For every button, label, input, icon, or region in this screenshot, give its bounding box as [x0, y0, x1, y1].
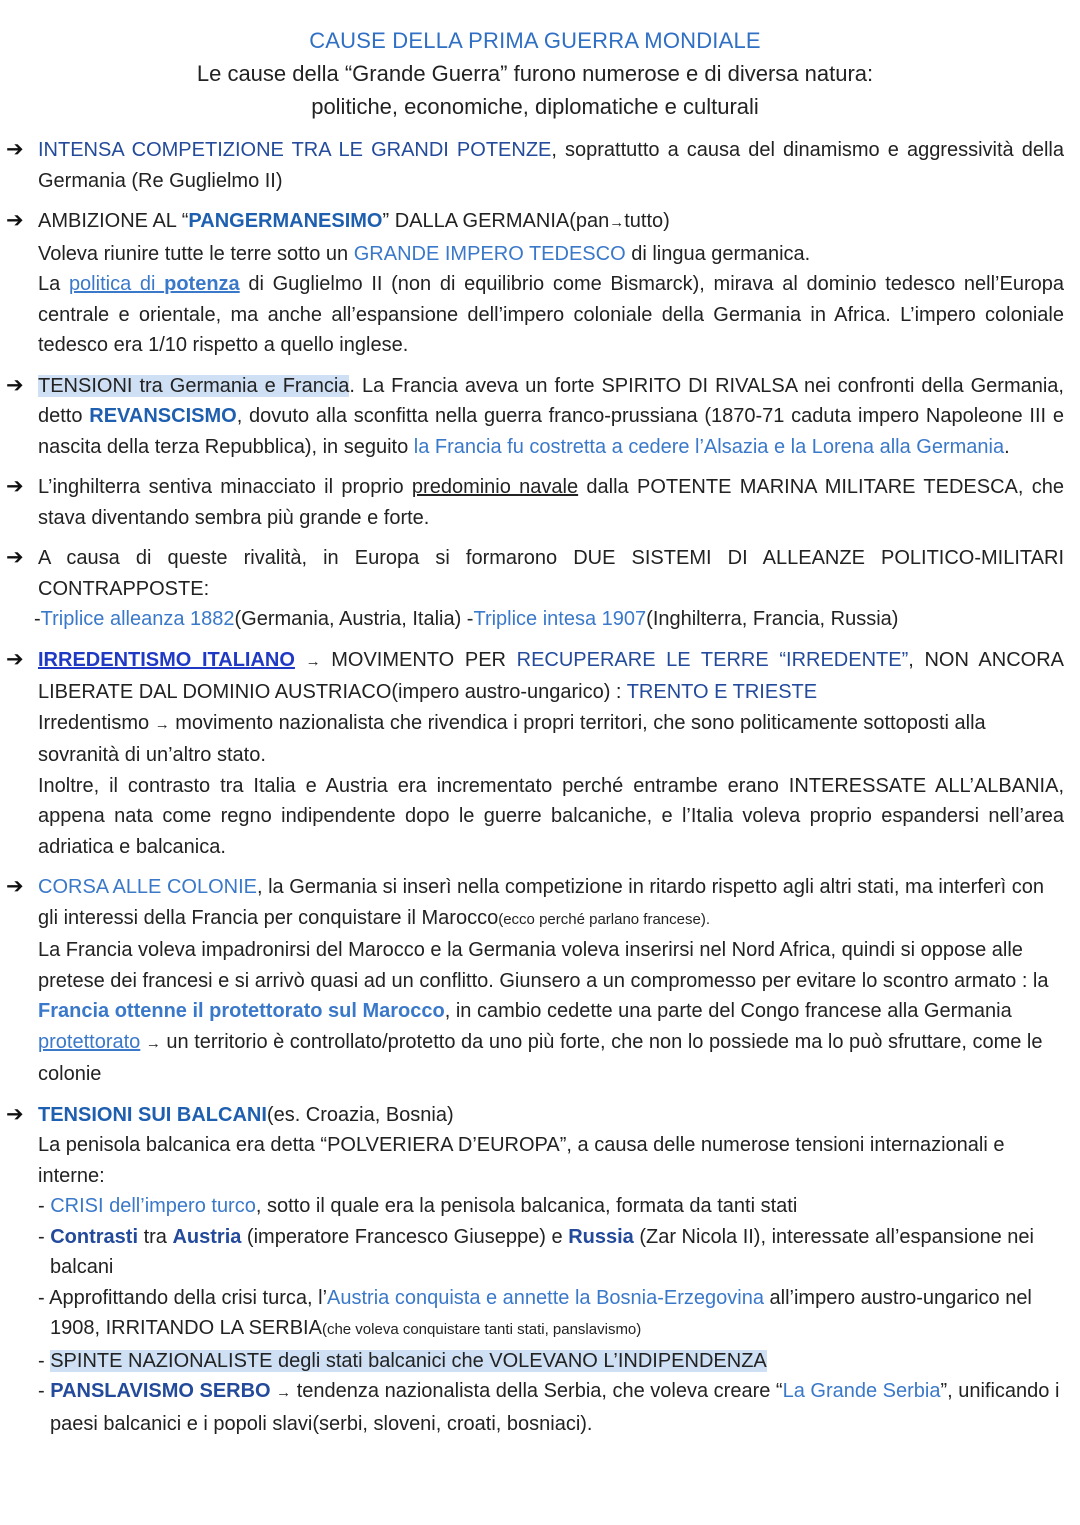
franco-prussian-text: , dovuto alla sconfitta nella guerra franco-prussiana (1870-71 caduta impero Napoleone III e nascita della terza Repubblica), in seguito	[38, 405, 1064, 458]
balkans-point-panslavism	[38, 1376, 1064, 1439]
irredentism-explanation	[38, 708, 1064, 771]
nationalist-drives: SPINTE NAZIONALISTE degli stati balcanici che VOLEVANO L’INDIPENDENZA	[50, 1349, 767, 1372]
between: tra	[138, 1225, 173, 1248]
tsar-text: (Zar Nicola II), interessate all’espansione nei balcani	[50, 1225, 1034, 1278]
power-text-d: di Guglielmo II (non di equilibrio come Bismarck), mirava al dominio tedesco nell’Europa centrale e orientale, ma anche all’espansione dell’impero coloniale della Germania in Africa. L’impero coloniale tedesco era 1/10 rispetto a quello inglese.	[38, 273, 1064, 356]
tensions-highlight: TENSIONI tra Germania e Francia	[38, 374, 350, 397]
section-competition	[6, 135, 1064, 196]
naval-dominance: predominio navale	[411, 476, 579, 498]
protectorate-definition	[38, 1027, 1064, 1090]
great-serbia: La Grande Serbia	[782, 1380, 941, 1402]
balkans-point-nationalism	[38, 1346, 1064, 1377]
dash: -	[38, 1380, 51, 1402]
small-arrow-icon: →	[276, 1384, 292, 1401]
period: .	[1004, 435, 1010, 458]
bosnia-annexation: Austria conquista e annette la Bosnia-Erzegovina	[327, 1286, 764, 1309]
turkish-crisis-text: , sotto il quale era la penisola balcanica, formata da tanti stati	[255, 1195, 798, 1217]
small-arrow-icon: →	[609, 214, 625, 231]
power-politics-link: politica di	[68, 273, 165, 295]
pangermanism-line	[38, 206, 1064, 239]
bullet-arrow-icon: ➔	[6, 475, 24, 498]
irredentism-word: Irredentismo	[38, 711, 155, 734]
bosnia-text-a: - Approfittando della crisi turca, l’	[38, 1286, 328, 1309]
panslavism-text: tendenza nazionalista della Serbia, che voleva creare “	[291, 1380, 783, 1402]
emperor-text: (imperatore Francesco Giuseppe) e	[241, 1225, 569, 1248]
austria: Austria	[172, 1225, 242, 1248]
protectorate-term: protettorato	[38, 1030, 141, 1053]
power-text-a: La	[38, 273, 69, 295]
colonies-text: , la Germania si inserì nella competizione in ritardo rispetto agli altri stati, ma interferì con gli interessi della Francia per conquistare il Marocco	[38, 876, 1044, 929]
triple-entente: Triplice intesa 1907	[473, 608, 647, 630]
bullet-arrow-icon: ➔	[6, 875, 24, 898]
small-arrow-icon: →	[305, 652, 321, 670]
subtitle-line-2: politiche, economiche, diplomatiche e culturali	[311, 94, 759, 119]
bosnia-note: (che voleva conquistare tanti stati, panslavismo)	[321, 1321, 642, 1338]
goal-text-a: Voleva riunire tutte le terre sotto un	[38, 242, 354, 265]
goal-text-c: di lingua germanica.	[625, 242, 811, 265]
section-irredentism	[6, 645, 1064, 863]
contrasts: Contrasti	[50, 1225, 139, 1248]
pangermanism-keyword: PANGERMANESIMO	[188, 210, 383, 232]
competition-heading: INTENSA COMPETIZIONE TRA LE GRANDI POTENZE	[38, 139, 552, 161]
morocco-text-c: , in cambio cedette una parte del Congo francese alla Germania	[444, 1000, 1012, 1022]
irredentism-definition	[38, 645, 1064, 708]
bullet-arrow-icon: ➔	[6, 647, 24, 671]
irredentism-meaning: movimento nazionalista che rivendica i propri territori, che sono politicamente sottoposti alla sovranità di un’altro stato.	[38, 711, 986, 766]
protectorate-morocco: Francia ottenne il protettorato sul Marocco	[38, 1000, 445, 1022]
small-arrow-icon: →	[154, 715, 170, 733]
morocco-paragraph	[38, 935, 1064, 1027]
revanchism-keyword: REVANSCISMO	[89, 405, 237, 427]
section-naval	[6, 472, 1064, 533]
alliances-list	[34, 604, 1064, 635]
section-colonies	[6, 872, 1064, 1090]
power-politics-bold: potenza	[164, 273, 240, 295]
russia: Russia	[568, 1225, 634, 1248]
bosnia-text-c: all’impero austro-ungarico nel 1908, IRRITANDO LA SERBIA	[50, 1286, 1032, 1339]
triple-alliance: Triplice alleanza 1882	[40, 608, 235, 630]
naval-text-a: L’inghilterra sentiva minacciato il proprio	[38, 476, 412, 498]
balkans-point-bosnia	[38, 1283, 1064, 1346]
irredentism-heading: IRREDENTISMO ITALIANO	[38, 648, 295, 671]
section-alliances	[6, 543, 1064, 635]
naval-text-c: dalla POTENTE MARINA MILITARE TEDESCA, che stava diventando sembra più grande e forte.	[38, 476, 1064, 529]
serbian-panslavism: PANSLAVISMO SERBO	[50, 1380, 271, 1402]
bullet-arrow-icon: ➔	[6, 209, 24, 232]
dash: -	[38, 1195, 51, 1217]
bullet-arrow-icon: ➔	[6, 546, 24, 569]
powder-keg-paragraph: La penisola balcanica era detta “POLVERIERA D’EUROPA”, a causa delle numerose tensioni internazionali e interne:	[38, 1134, 1005, 1187]
subtitle-line-1: Le cause della “Grande Guerra” furono numerose e di diversa natura:	[196, 61, 874, 86]
section-pangermanism	[6, 206, 1064, 361]
balkans-examples: (es. Croazia, Bosnia)	[266, 1103, 454, 1126]
morocco-text-a: La Francia voleva impadronirsi del Marocco e la Germania voleva inserirsi nel Nord Africa, quindi si oppose alle pretese dei francesi e si arrivò quasi ad un conflitto. Giunsero a un compromesso per evitare lo scontro armato : la	[38, 939, 1049, 992]
small-arrow-icon: →	[145, 1034, 161, 1052]
balkans-point-turkish-crisis	[38, 1191, 1064, 1222]
pangermanism-prefix: AMBIZIONE AL “	[38, 210, 189, 232]
pangermanism-goal	[38, 239, 1064, 270]
colonies-note: (ecco perché parlano francese).	[498, 910, 710, 928]
trento-trieste: TRENTO E TRIESTE	[626, 681, 818, 703]
colonies-intro	[38, 872, 1064, 935]
colonies-heading: CORSA ALLE COLONIE	[38, 876, 257, 898]
alliances-intro: A causa di queste rivalità, in Europa si formarono DUE SISTEMI DI ALLEANZE POLITICO-MILITARI CONTRAPPOSTE:	[38, 547, 1064, 600]
triple-alliance-members: (Germania, Austria, Italia) -	[234, 608, 474, 630]
section-germany-france	[6, 371, 1064, 463]
balkans-point-contrasts	[38, 1222, 1064, 1283]
great-german-empire: GRANDE IMPERO TEDESCO	[353, 242, 626, 265]
page-title: CAUSE DELLA PRIMA GUERRA MONDIALE	[309, 28, 761, 53]
dash: -	[38, 1225, 51, 1248]
balkans-heading-line	[38, 1100, 1064, 1131]
albania-paragraph: Inoltre, il contrasto tra Italia e Austria era incrementato perché entrambe erano INTERESSATE ALL’ALBANIA, appena nata come regno indipendente dopo le guerre balcaniche, e l’Italia voleva proprio espandersi nell’area adriatica e balcanica.	[38, 774, 1064, 858]
power-politics-paragraph	[38, 269, 1064, 361]
dash: -	[38, 1349, 51, 1372]
triple-entente-members: (Inghilterra, Francia, Russia)	[646, 608, 899, 630]
bullet-arrow-icon: ➔	[6, 373, 24, 397]
pangermanism-suffix: ” DALLA GERMANIA(pan	[382, 210, 610, 232]
movement-text: MOVIMENTO PER	[320, 648, 517, 671]
protectorate-meaning: un territorio è controllato/protetto da uno più forte, che non lo possiede ma lo può sfruttare, come le colonie	[38, 1030, 1043, 1085]
balkans-heading: TENSIONI SUI BALCANI	[38, 1103, 267, 1126]
rivalry-text: . La Francia aveva un forte SPIRITO DI RIVALSA nei confronti della Germania, detto	[38, 374, 1064, 427]
competition-text: , soprattutto a causa del dinamismo e aggressività della Germania (Re Guglielmo II)	[38, 139, 1064, 192]
section-balkans	[6, 1100, 1064, 1440]
alsace-lorraine-text: la Francia fu costretta a cedere l’Alsazia e la Lorena alla Germania	[413, 435, 1005, 458]
panslavism-end: ”, unificando i paesi balcanici e i popoli slavi(serbi, sloveni, croati, bosniaci).	[50, 1380, 1060, 1435]
header	[6, 24, 1064, 123]
austrian-rule-text: , NON ANCORA LIBERATE DAL DOMINIO AUSTRIACO(impero austro-ungarico) :	[38, 648, 1065, 703]
dash: -	[34, 608, 41, 630]
recover-lands: RECUPERARE LE TERRE “IRREDENTE”	[516, 648, 909, 671]
turkish-crisis: CRISI dell’impero turco	[50, 1195, 256, 1217]
pangermanism-end: tutto)	[624, 210, 670, 232]
bullet-arrow-icon: ➔	[6, 1102, 24, 1126]
bullet-arrow-icon: ➔	[6, 138, 24, 161]
